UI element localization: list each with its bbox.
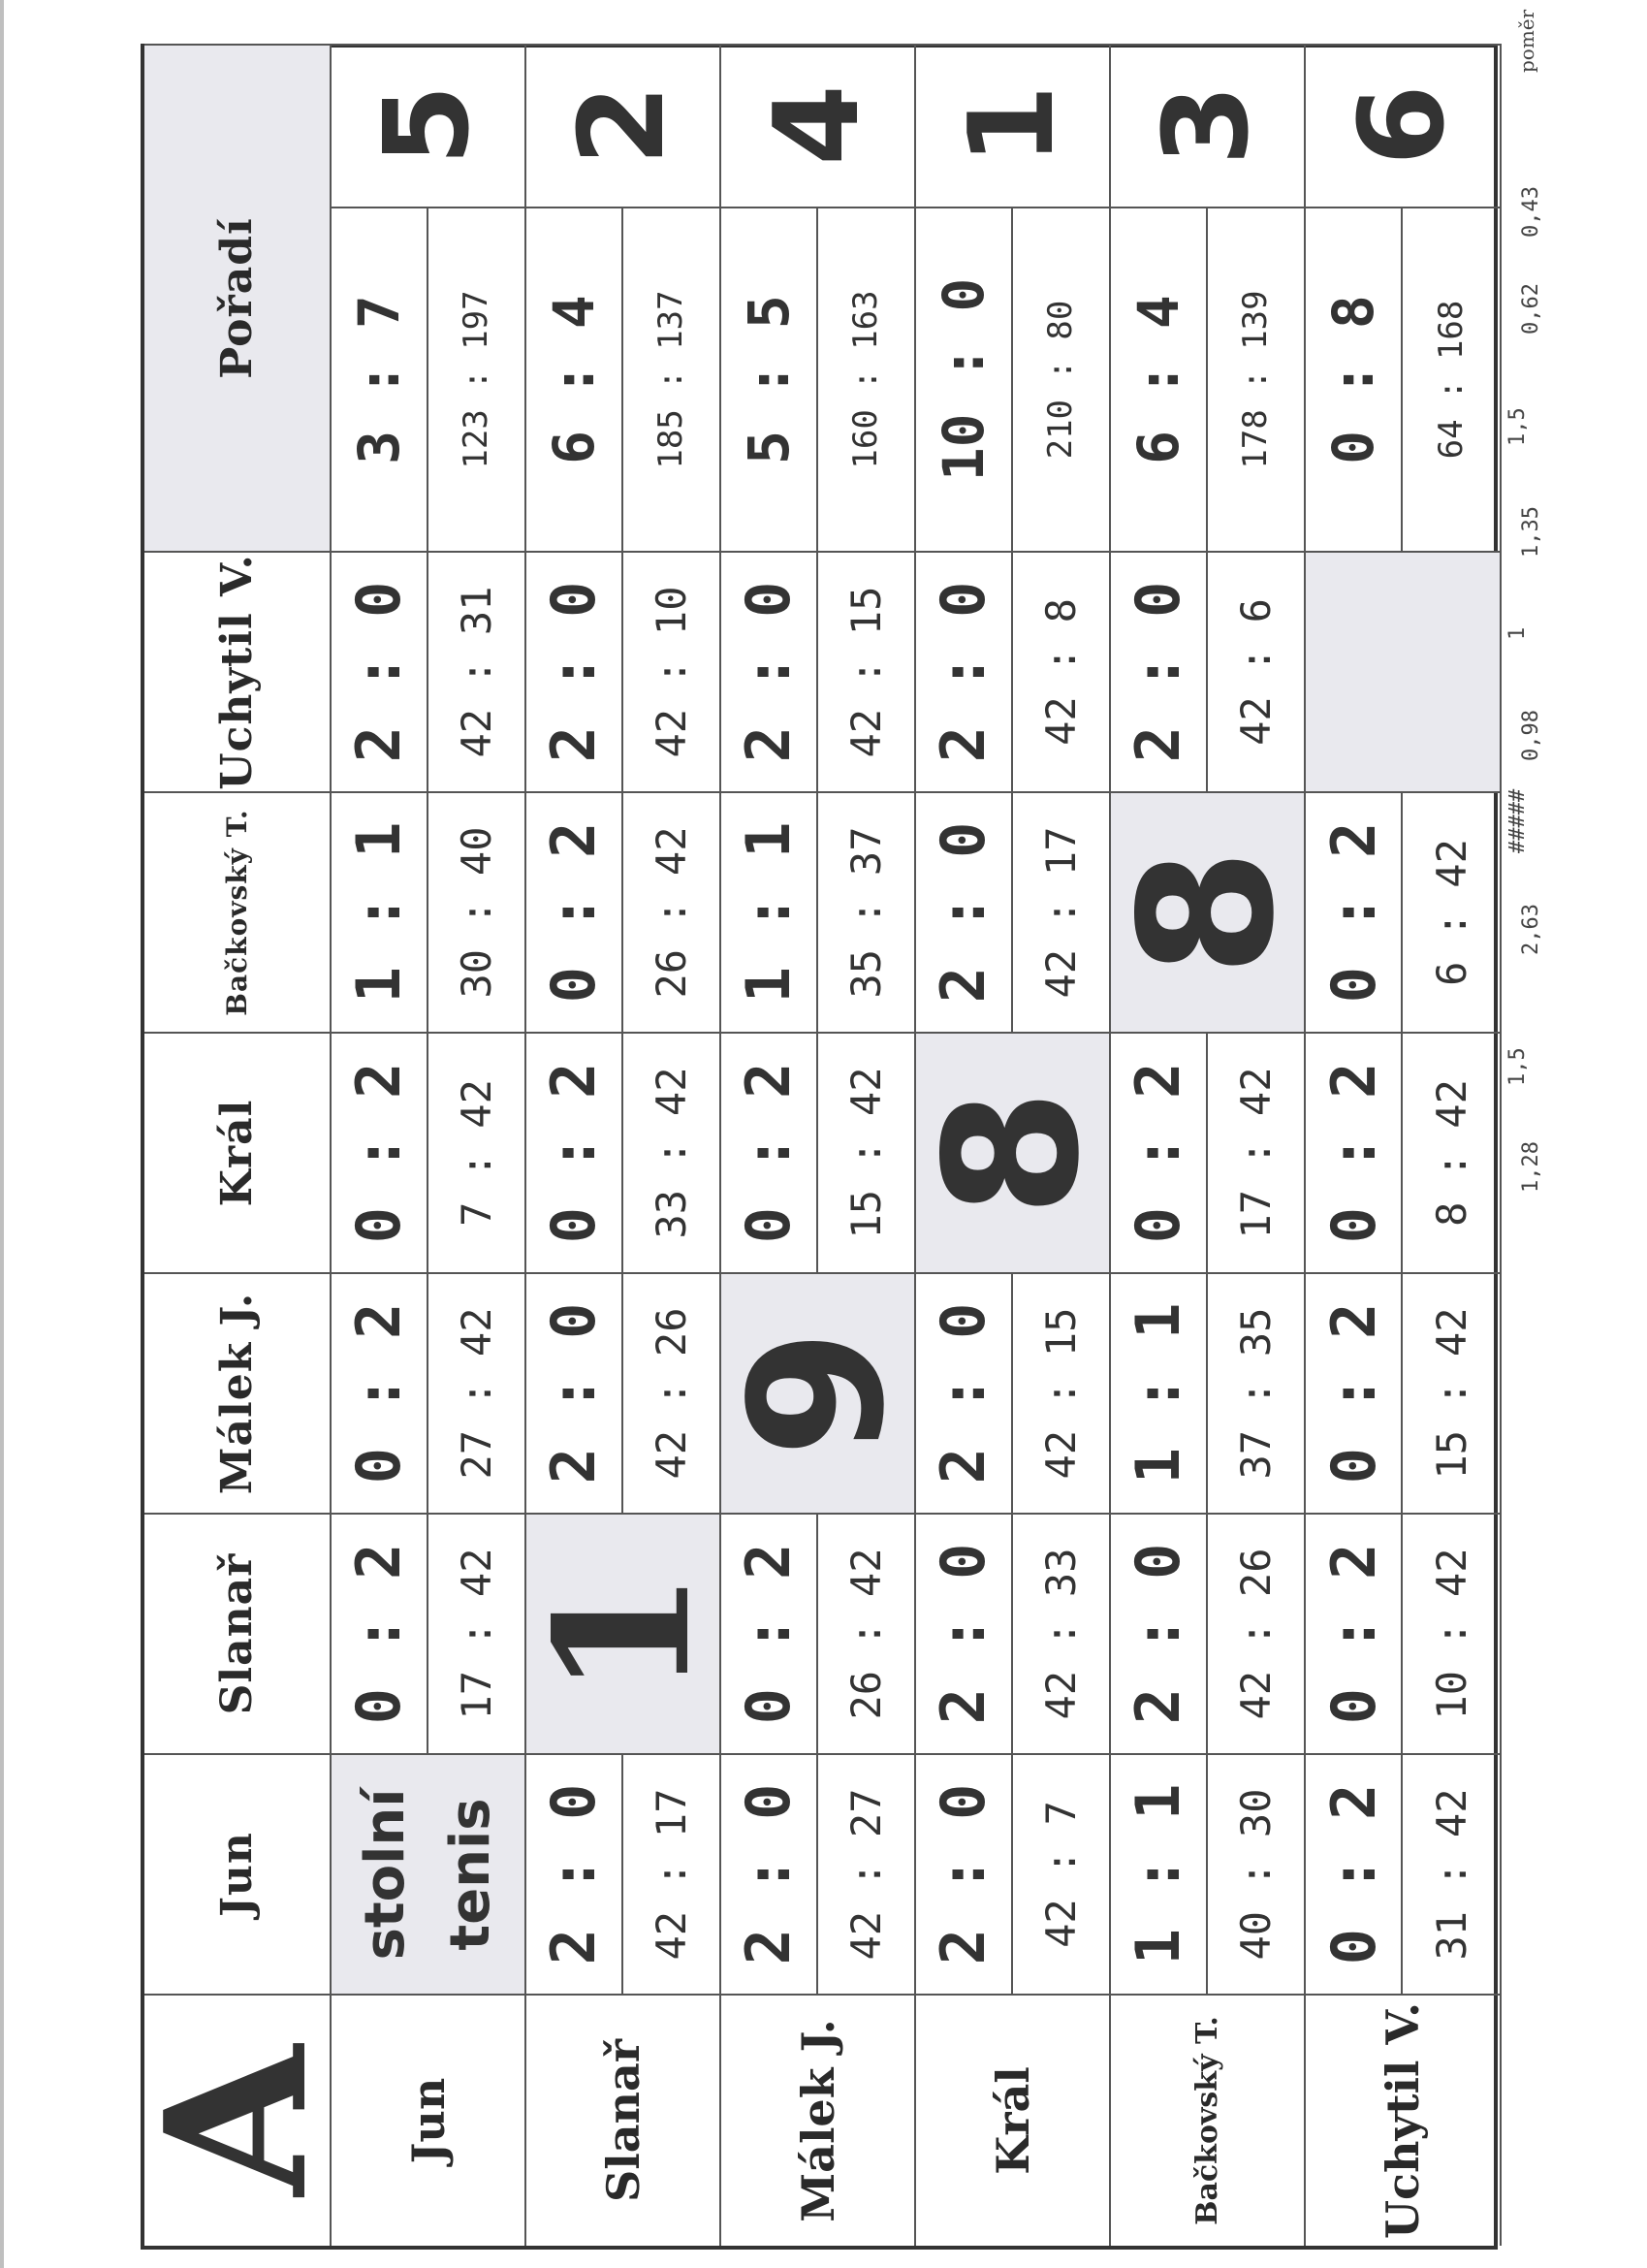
match-cell: 2 : 0 42 : 17 <box>916 791 1111 1032</box>
standing-sets: 0 : 8 <box>1306 208 1403 551</box>
match-cell: 0 : 2 15 : 42 <box>721 1032 916 1272</box>
match-cell: 1 : 1 40 : 30 <box>1111 1753 1306 1994</box>
match-cell: 0 : 2 8 : 42 <box>1306 1032 1502 1272</box>
diagonal-mark: 8 <box>916 1032 1111 1272</box>
ratio-value: 1,5 <box>1505 407 1530 446</box>
match-cell: 0 : 2 6 : 42 <box>1306 791 1502 1032</box>
standing-rank: 4 <box>750 84 885 166</box>
match-cell: 2 : 0 42 : 15 <box>721 551 916 791</box>
standing-sets: 5 : 5 <box>721 208 818 551</box>
diagonal-empty <box>1306 551 1502 791</box>
round-robin-sheet <box>123 9 1556 2250</box>
ratio-value: 1 <box>1505 626 1530 640</box>
standing-cell <box>332 44 526 551</box>
match-cell: 0 : 2 26 : 42 <box>721 1513 916 1753</box>
ratio-value: 1,5 <box>1505 1047 1530 1086</box>
match-cell: 2 : 0 42 : 17 <box>526 1753 721 1994</box>
corner-banner <box>332 1753 526 1994</box>
row-header-backovsky: Bačkovský T. <box>1111 1994 1306 2246</box>
match-cell: 2 : 0 42 : 10 <box>526 551 721 791</box>
match-cell: 2 : 0 42 : 15 <box>916 1272 1111 1513</box>
match-cell: 2 : 0 42 : 7 <box>916 1753 1111 1994</box>
standing-cell <box>526 44 721 551</box>
col-header-uchytil: Uchytil V. <box>144 551 332 791</box>
match-cell: 0 : 2 15 : 42 <box>1306 1272 1502 1513</box>
row-header-slanar: Slanař <box>526 1994 721 2246</box>
banner-line-1: stolní <box>354 1788 417 1961</box>
match-cell: 0 : 2 26 : 42 <box>526 791 721 1032</box>
ratio-value: 0,62 <box>1519 283 1543 335</box>
match-cell: 2 : 0 42 : 27 <box>721 1753 916 1994</box>
ratio-value: 0,43 <box>1519 186 1543 238</box>
ratio-label: poměr <box>1515 9 1538 73</box>
match-cell: 2 : 0 42 : 31 <box>332 551 526 791</box>
match-cell: 0 : 2 17 : 42 <box>332 1513 526 1753</box>
col-header-jun: Jun <box>144 1753 332 1994</box>
banner-line-2: tenis <box>439 1798 502 1951</box>
diagonal-mark: 8 <box>1111 791 1306 1032</box>
col-header-slanar: Slanař <box>144 1513 332 1753</box>
standing-cell <box>916 44 1111 551</box>
ratio-value: 0,98 <box>1519 710 1543 761</box>
row-header-jun: Jun <box>332 1994 526 2246</box>
standing-points: 210 : 80 <box>1041 300 1081 460</box>
group-letter: A <box>144 1994 332 2246</box>
standing-points: 178 : 139 <box>1236 290 1276 469</box>
match-cell: 1 : 1 35 : 37 <box>721 791 916 1032</box>
standing-rank: 3 <box>1140 84 1275 166</box>
match-cell: 2 : 0 42 : 6 <box>1111 551 1306 791</box>
diagonal-mark: 1 <box>526 1513 721 1753</box>
match-cell: 2 : 0 42 : 26 <box>1111 1513 1306 1753</box>
standing-rank: 1 <box>945 84 1080 166</box>
standing-rank: 2 <box>555 84 690 166</box>
col-header-malek: Málek J. <box>144 1272 332 1513</box>
match-cell: 2 : 0 42 : 26 <box>526 1272 721 1513</box>
standing-points: 160 : 163 <box>846 290 886 469</box>
standing-sets: 3 : 7 <box>332 208 428 551</box>
match-cell: 2 : 0 42 : 33 <box>916 1513 1111 1753</box>
ratio-value: 1,28 <box>1519 1141 1543 1193</box>
match-cell: 0 : 2 17 : 42 <box>1111 1032 1306 1272</box>
standing-rank: 5 <box>361 84 495 166</box>
standing-cell <box>721 44 916 551</box>
ratio-value: 2,63 <box>1519 904 1543 955</box>
standing-sets: 6 : 4 <box>526 208 623 551</box>
standing-sets: 6 : 4 <box>1111 208 1208 551</box>
col-header-kral: Král <box>144 1032 332 1272</box>
ratio-column <box>1498 9 1556 2250</box>
standing-cell <box>1111 44 1306 551</box>
standing-cell <box>1306 44 1502 551</box>
ratio-value: 1,35 <box>1519 506 1543 558</box>
match-cell: 2 : 0 42 : 8 <box>916 551 1111 791</box>
match-cell: 0 : 2 7 : 42 <box>332 1032 526 1272</box>
row-header-uchytil: Uchytil V. <box>1306 1994 1502 2246</box>
col-header-backovsky: Bačkovský T. <box>144 791 332 1032</box>
match-cell: 1 : 1 30 : 40 <box>332 791 526 1032</box>
diagonal-mark: 9 <box>721 1272 916 1513</box>
standing-sets: 10 : 0 <box>916 208 1013 551</box>
standing-points: 123 : 197 <box>457 290 496 469</box>
row-header-kral: Král <box>916 1994 1111 2246</box>
standing-rank: 6 <box>1335 84 1471 166</box>
results-grid <box>123 44 1498 2250</box>
match-cell: 0 : 2 27 : 42 <box>332 1272 526 1513</box>
ratio-value: ##### <box>1505 788 1530 853</box>
standing-points: 64 : 168 <box>1432 300 1471 460</box>
match-cell: 0 : 2 33 : 42 <box>526 1032 721 1272</box>
row-header-malek: Málek J. <box>721 1994 916 2246</box>
standing-points: 185 : 137 <box>651 290 691 469</box>
match-cell: 1 : 1 37 : 35 <box>1111 1272 1306 1513</box>
match-cell: 0 : 2 10 : 42 <box>1306 1513 1502 1753</box>
col-header-standing: Pořadí <box>144 44 332 551</box>
match-cell: 0 : 2 31 : 42 <box>1306 1753 1502 1994</box>
